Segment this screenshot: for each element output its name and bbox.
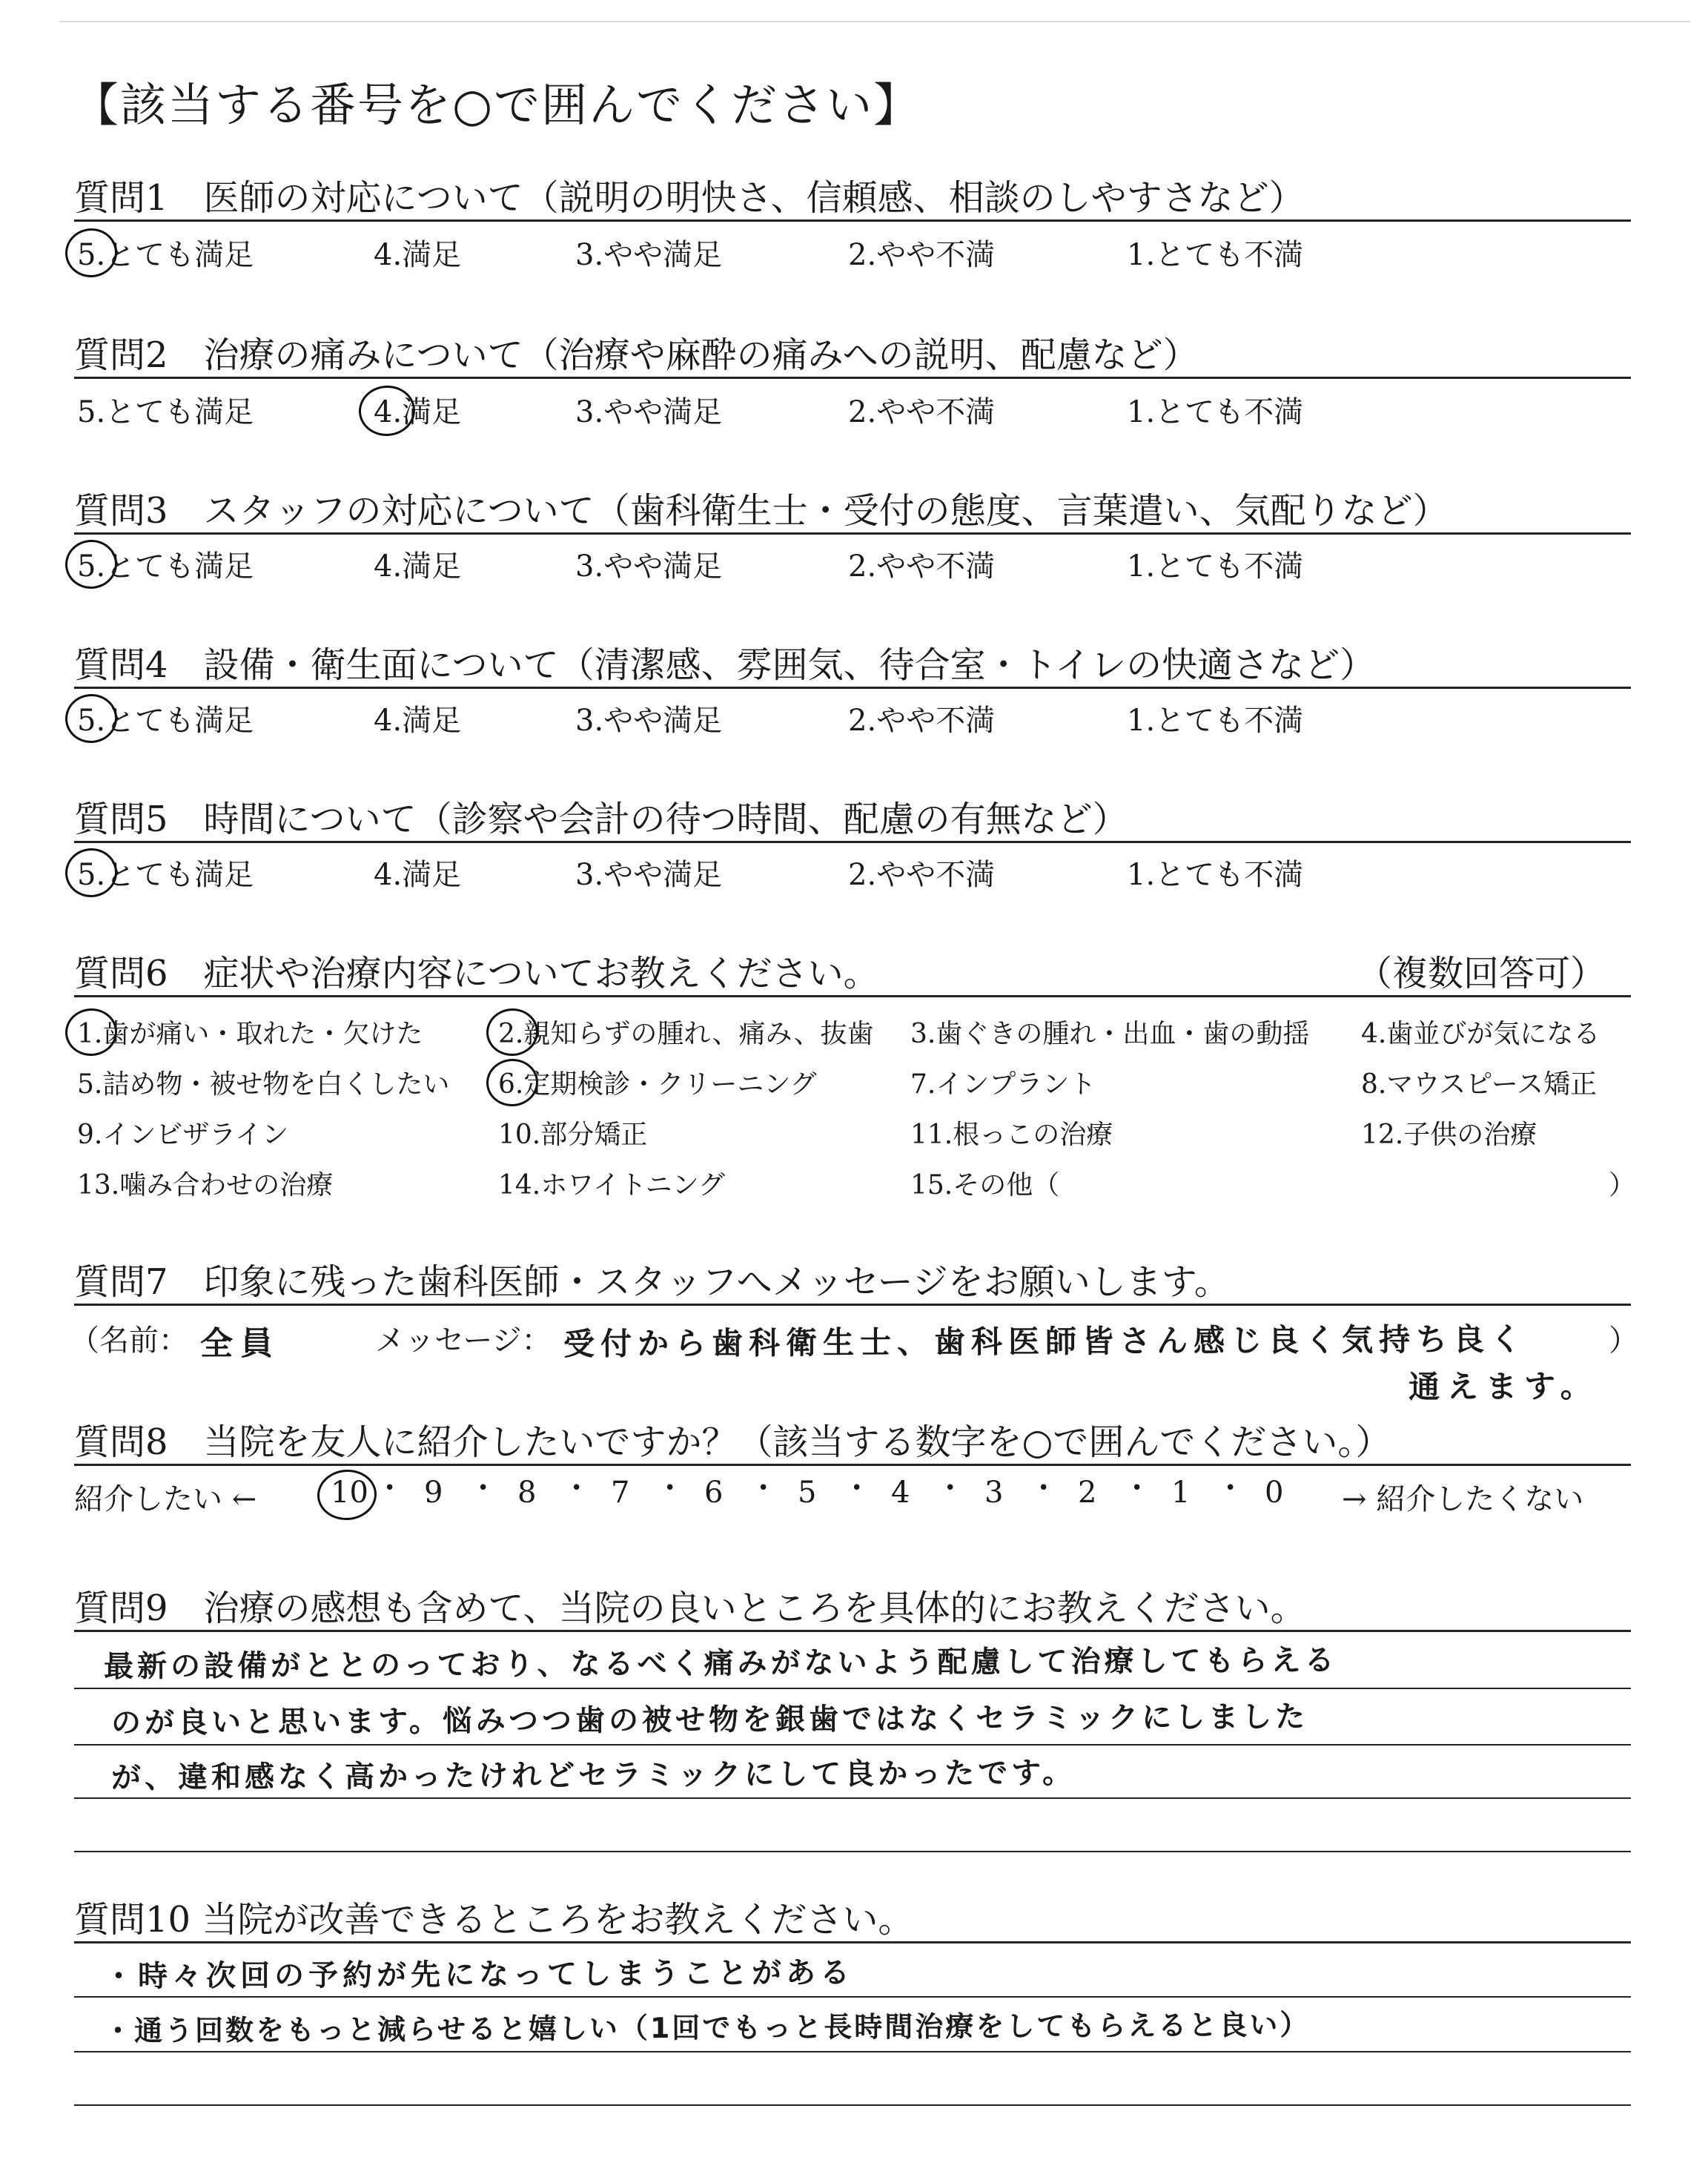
question-4-label: 質問4 設備・衛生面について（清潔感、雰囲気、待合室・トイレの快適さなど） bbox=[74, 644, 1376, 686]
q1-option-3[interactable]: 3.やや満足 bbox=[575, 238, 723, 272]
q6-option-5[interactable]: 5.詰め物・被せ物を白くしたい bbox=[77, 1069, 450, 1100]
q6-option-12[interactable]: 12.子供の治療 bbox=[1361, 1120, 1537, 1150]
q8-scale-separator-dot: • bbox=[851, 1477, 863, 1499]
q1-option-5[interactable]: 5.とても満足 bbox=[77, 238, 254, 272]
q6-option-6[interactable]: 6.定期検診・クリーニング bbox=[498, 1069, 817, 1100]
q8-scale-value-0[interactable]: 0 bbox=[1265, 1476, 1284, 1510]
q8-scale-value-8[interactable]: 8 bbox=[517, 1476, 537, 1510]
q6-option-11[interactable]: 11.根っこの治療 bbox=[910, 1120, 1113, 1150]
q6-option-14[interactable]: 14.ホワイトニング bbox=[498, 1170, 726, 1200]
q5-option-2[interactable]: 2.やや不満 bbox=[848, 858, 996, 892]
q6-option-8[interactable]: 8.マウスピース矯正 bbox=[1361, 1069, 1598, 1100]
question-9-rule bbox=[74, 1630, 1631, 1632]
q8-scale-value-3[interactable]: 3 bbox=[984, 1476, 1004, 1510]
question-6-rule bbox=[74, 995, 1631, 997]
q3-option-5[interactable]: 5.とても満足 bbox=[77, 549, 254, 584]
q7-name-label: （名前： bbox=[70, 1324, 188, 1358]
question-7-label: 質問7 印象に残った歯科医師・スタッフへメッセージをお願いします。 bbox=[74, 1261, 1230, 1303]
q6-option-15-close: ） bbox=[1609, 1170, 1636, 1200]
q9-answer-rule-3 bbox=[74, 1797, 1631, 1799]
q2-option-1[interactable]: 1.とても不満 bbox=[1127, 395, 1304, 429]
question-6-label: 質問6 症状や治療内容についてお教えください。 bbox=[74, 953, 879, 994]
q8-scale-value-7[interactable]: 7 bbox=[611, 1476, 630, 1510]
q3-option-3[interactable]: 3.やや満足 bbox=[575, 549, 723, 584]
q8-selected-circle bbox=[316, 1467, 379, 1522]
q3-option-1[interactable]: 1.とても不満 bbox=[1127, 549, 1304, 584]
q4-option-4[interactable]: 4.満足 bbox=[374, 704, 462, 738]
q8-scale-separator-dot: • bbox=[384, 1477, 396, 1499]
q6-option-2[interactable]: 2.親知らずの腫れ、痛み、抜歯 bbox=[498, 1019, 874, 1049]
q4-option-5[interactable]: 5.とても満足 bbox=[77, 704, 254, 738]
question-1-label: 質問1 医師の対応について（説明の明快さ、信頼感、相談のしやすさなど） bbox=[74, 177, 1305, 219]
question-2-label: 質問2 治療の痛みについて（治療や麻酔の痛みへの説明、配慮など） bbox=[74, 334, 1199, 376]
q9-answer-rule-4 bbox=[74, 1851, 1631, 1852]
question-9-label: 質問9 治療の感想も含めて、当院の良いところを具体的にお教えください。 bbox=[74, 1588, 1306, 1629]
top-rule bbox=[59, 21, 1690, 22]
q3-option-2[interactable]: 2.やや不満 bbox=[848, 549, 996, 584]
q8-right-label: → 紹介したくない bbox=[1342, 1482, 1584, 1516]
q6-option-13[interactable]: 13.噛み合わせの治療 bbox=[77, 1170, 334, 1200]
question-2-rule bbox=[74, 377, 1631, 379]
q5-option-1[interactable]: 1.とても不満 bbox=[1127, 858, 1304, 892]
q9-answer-line-1[interactable]: 最新の設備がととのっており、なるべく痛みがないよう配慮して治療してもらえる bbox=[103, 1643, 1338, 1684]
q8-scale-separator-dot: • bbox=[944, 1477, 956, 1499]
q6-option-7[interactable]: 7.インプラント bbox=[910, 1069, 1096, 1100]
q10-answer-line-1[interactable]: ・時々次回の予約が先になってしまうことがある bbox=[103, 1955, 855, 1994]
question-1-rule bbox=[74, 219, 1631, 222]
q8-scale-value-9[interactable]: 9 bbox=[424, 1476, 443, 1510]
q5-option-3[interactable]: 3.やや満足 bbox=[575, 858, 723, 892]
q8-scale-value-2[interactable]: 2 bbox=[1078, 1476, 1097, 1510]
q1-option-1[interactable]: 1.とても不満 bbox=[1127, 238, 1304, 272]
q8-scale-separator-dot: • bbox=[1038, 1477, 1050, 1499]
q8-scale-value-6[interactable]: 6 bbox=[704, 1476, 724, 1510]
q7-message-line-2[interactable]: 通えます。 bbox=[1408, 1367, 1599, 1405]
question-8-label: 質問8 当院を友人に紹介したいですか？（該当する数字を○で囲んでください。） bbox=[74, 1421, 1391, 1463]
q9-answer-rule-2 bbox=[74, 1744, 1631, 1745]
q10-answer-rule-1 bbox=[74, 1996, 1631, 1998]
q10-answer-line-2[interactable]: ・通う回数をもっと減らせると嬉しい（1回でもっと長時間治療をしてもらえると良い） bbox=[103, 2008, 1311, 2047]
q4-option-1[interactable]: 1.とても不満 bbox=[1127, 704, 1304, 738]
q8-left-label: 紹介したい ← bbox=[74, 1482, 257, 1516]
q6-option-3[interactable]: 3.歯ぐきの腫れ・出血・歯の動揺 bbox=[910, 1019, 1310, 1049]
q7-close-paren: ） bbox=[1609, 1324, 1638, 1358]
q9-answer-line-3[interactable]: が、違和感なく高かったけれどセラミックにして良かったです。 bbox=[110, 1756, 1076, 1795]
page-title: 【該当する番号を○で囲んでください】 bbox=[73, 78, 921, 132]
q8-scale-separator-dot: • bbox=[1131, 1477, 1143, 1499]
q7-message-line-1[interactable]: 受付から歯科衛生士、歯科医師皆さん感じ良く気持ち良く bbox=[563, 1321, 1528, 1362]
q8-scale-value-5[interactable]: 5 bbox=[798, 1476, 817, 1510]
q8-scale-separator-dot: • bbox=[571, 1477, 583, 1499]
q5-option-5[interactable]: 5.とても満足 bbox=[77, 858, 254, 892]
q9-answer-line-2[interactable]: のが良いと思います。悩みつつ歯の被せ物を銀歯ではなくセラミックにしました bbox=[110, 1700, 1309, 1740]
q10-answer-rule-2 bbox=[74, 2051, 1631, 2052]
question-5-rule bbox=[74, 841, 1631, 843]
q6-option-1[interactable]: 1.歯が痛い・取れた・欠けた bbox=[77, 1019, 423, 1049]
q8-scale-value-1[interactable]: 1 bbox=[1171, 1476, 1191, 1510]
q2-option-3[interactable]: 3.やや満足 bbox=[575, 395, 723, 429]
q7-name-value[interactable]: 全員 bbox=[199, 1324, 281, 1363]
question-4-rule bbox=[74, 687, 1631, 689]
q8-scale-value-10[interactable]: 10 bbox=[331, 1476, 368, 1510]
q2-option-5[interactable]: 5.とても満足 bbox=[77, 395, 254, 429]
question-3-rule bbox=[74, 532, 1631, 535]
q6-option-4[interactable]: 4.歯並びが気になる bbox=[1361, 1019, 1601, 1049]
q6-option-9[interactable]: 9.インビザライン bbox=[77, 1120, 289, 1150]
question-7-rule bbox=[74, 1304, 1631, 1306]
q7-message-label: メッセージ： bbox=[375, 1324, 552, 1358]
q2-option-4[interactable]: 4.満足 bbox=[374, 395, 462, 429]
q8-scale-separator-dot: • bbox=[477, 1477, 489, 1499]
q6-option-15[interactable]: 15.その他（ bbox=[910, 1170, 1060, 1200]
q5-option-4[interactable]: 4.満足 bbox=[374, 858, 462, 892]
question-8-rule bbox=[74, 1464, 1631, 1466]
q9-answer-rule-1 bbox=[74, 1688, 1631, 1689]
q6-option-10[interactable]: 10.部分矯正 bbox=[498, 1120, 648, 1150]
question-10-label: 質問10 当院が改善できるところをお教えください。 bbox=[74, 1899, 914, 1941]
q8-scale-separator-dot: • bbox=[758, 1477, 769, 1499]
q8-scale-separator-dot: • bbox=[664, 1477, 676, 1499]
question-10-rule bbox=[74, 1941, 1631, 1943]
q2-option-2[interactable]: 2.やや不満 bbox=[848, 395, 996, 429]
q1-option-4[interactable]: 4.満足 bbox=[374, 238, 462, 272]
q8-scale-separator-dot: • bbox=[1225, 1477, 1237, 1499]
q4-option-3[interactable]: 3.やや満足 bbox=[575, 704, 723, 738]
question-6-note: （複数回答可） bbox=[1357, 953, 1606, 994]
q10-answer-rule-3 bbox=[74, 2104, 1631, 2106]
q1-option-2[interactable]: 2.やや不満 bbox=[848, 238, 996, 272]
question-3-label: 質問3 スタッフの対応について（歯科衛生士・受付の態度、言葉遣い、気配りなど） bbox=[74, 490, 1449, 532]
q3-option-4[interactable]: 4.満足 bbox=[374, 549, 462, 584]
q8-scale-value-4[interactable]: 4 bbox=[891, 1476, 910, 1510]
question-5-label: 質問5 時間について（診察や会計の待つ時間、配慮の有無など） bbox=[74, 799, 1128, 840]
q4-option-2[interactable]: 2.やや不満 bbox=[848, 704, 996, 738]
